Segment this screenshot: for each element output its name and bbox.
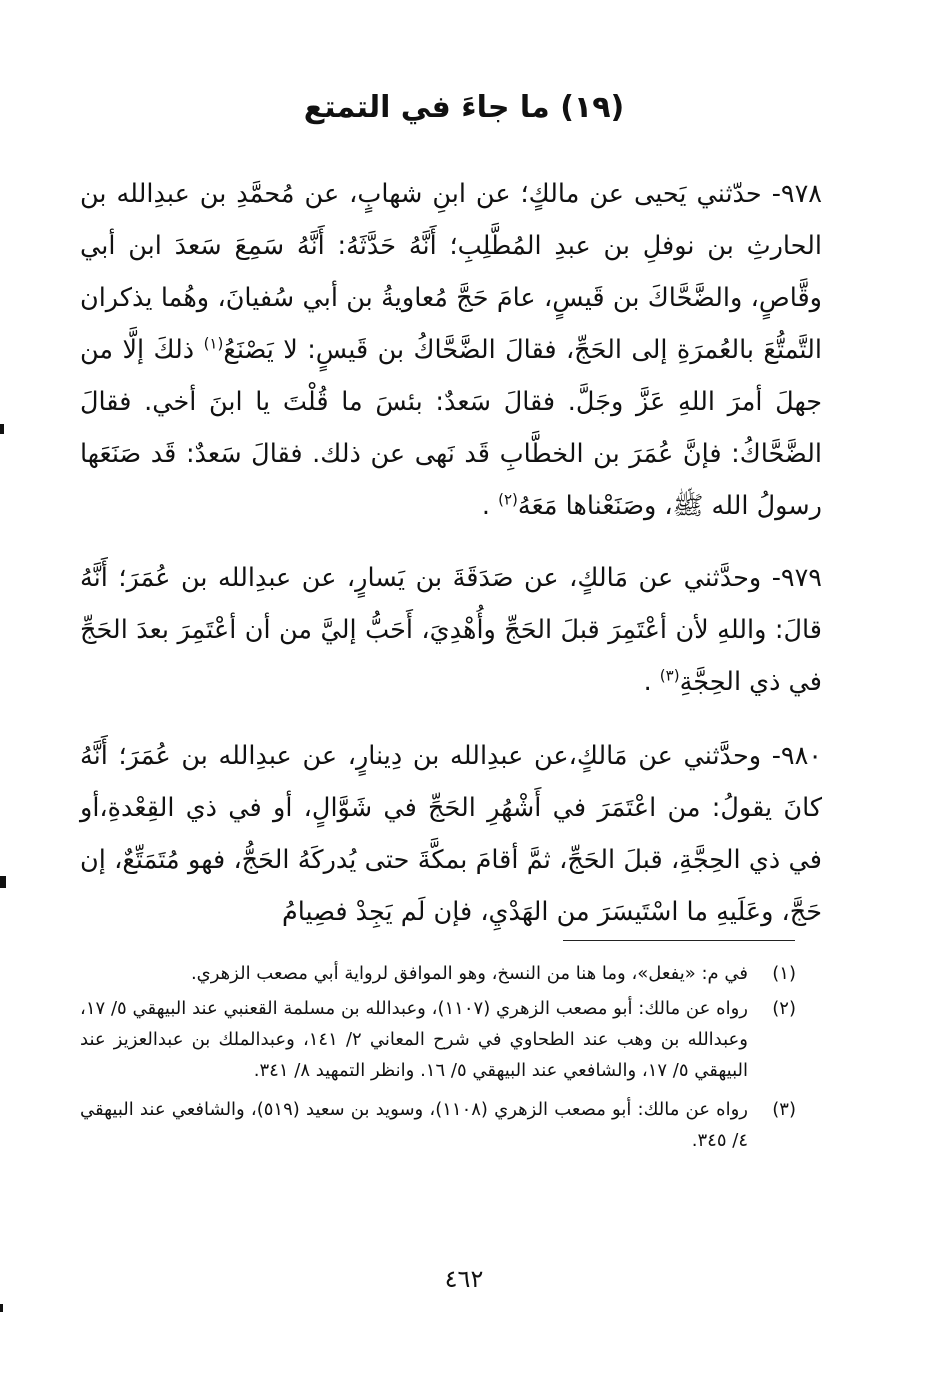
footnote-2: [80, 993, 796, 1086]
paragraph-978: [80, 168, 822, 532]
paragraph-text-end: .: [481, 491, 499, 521]
footnotes: [80, 958, 796, 1156]
paragraph-text: [80, 552, 822, 708]
footnote-1: [80, 958, 796, 989]
footnote-text: رواه عن مالك: أبو مصعب الزهري (١١٠٧)، وعبدالله بن مسلمة القعنبي عند البيهقي ٥/ ١٧، وعبدالله بن وهب عند الطحاوي في شرح المعاني ٢/ ١٤١، وعبدالملك بن عبدالعزيز عند البيهقي ٥/ ١٧، والشافعي عند البيهقي ٥/ ١٦. وانظر التمهيد ٨/ ٣٤١.: [80, 998, 748, 1081]
paragraph-979: [80, 552, 822, 708]
page-number: ٤٦٢: [444, 1265, 484, 1293]
paragraph-text-start: ٩٧٩- وحدَّثني عن مَالكٍ، عن صَدَقَةَ بن يَسارٍ، عن عبدِالله بن عُمَرَ؛ أَنَّهُ قالَ: واللهِ لأن أعْتَمِرَ قبلَ الحَجِّ وأُهْدِيَ، أَحَبُّ إليَّ من أن أعْتَمِرَ بعدَ الحَجِّ في ذي الحِجَّةِ: [80, 563, 822, 697]
chapter-title: (١٩) ما جاءَ في التمتع: [303, 90, 625, 125]
footnote-ref-2[interactable]: (٢): [498, 490, 518, 509]
scan-margin-mark: [0, 876, 6, 888]
scan-margin-mark: [0, 1304, 3, 1312]
footnote-text: في م: «يفعل»، وما هنا من النسخ، وهو الموافق لرواية أبي مصعب الزهري.: [190, 963, 748, 984]
paragraph-980: [80, 730, 822, 938]
paragraph-text-start: ٩٧٨- حدّثني يَحيى عن مالكٍ؛ عن ابنِ شهابٍ، عن مُحمَّدِ بن عبدِالله بن الحارثِ بن نوفلِ بن عبدِ المُطَّلِبِ؛ أَنَّهُ حَدَّثَهُ: أَنَّهُ سَمِعَ سَعدَ ابن أبي وقَّاصٍ، والضَّحَّاكَ بن قَيسٍ، عامَ حَجَّ مُعاويةُ بن أبي سُفيانَ، وهُما يذكران التَّمتُّعَ بالعُمرَةِ إلى الحَجِّ، فقالَ الضَّحَّاكُ بن قَيسٍ: لا يَصْنَعُ: [80, 179, 822, 365]
paragraph-text: [80, 168, 822, 532]
footnote-ref-3[interactable]: (٣): [659, 666, 680, 685]
footnote-3: [80, 1094, 796, 1156]
scan-margin-mark: [0, 424, 4, 434]
footnote-number: (١): [772, 963, 796, 984]
footnote-number: (٢): [772, 998, 796, 1019]
footnote-ref-1[interactable]: (١): [203, 334, 224, 353]
paragraph-text: ٩٨٠- وحدَّثني عن مَالكٍ،عن عبدِالله بن دِينارٍ، عن عبدِالله بن عُمَرَ؛ أَنَّهُ كانَ يقولُ: من اعْتَمَرَ في أَشْهُرِ الحَجِّ في شَوَّالٍ، أو في ذي القِعْدةِ،أو في ذي الحِجَّةِ، قبلَ الحَجِّ، ثمَّ أقامَ بمكَّةَ حتى يُدركَهُ الحَجُّ، فهو مُتَمَتِّعٌ، إن حَجَّ، وعَلَيهِ ما اسْتَيسَرَ من الهَدْيِ، فإن لَم يَجِدْ فصِيامُ: [80, 741, 822, 927]
footnote-text: رواه عن مالك: أبو مصعب الزهري (١١٠٨)، وسويد بن سعيد (٥١٩)، والشافعي عند البيهقي ٤/ ٣٤٥.: [80, 1099, 748, 1151]
paragraph-text-end: .: [643, 667, 660, 697]
paragraph-text-middle: ذلكَ إلَّا من جهلَ أمرَ اللهِ عَزَّ وجَلَّ. فقالَ سَعدٌ: بئسَ ما قُلْتَ يا ابنَ أخي. فقالَ الضَّحَّاكُ: فإنَّ عُمَرَ بن الخطَّابِ قَد نَهى عن ذلك. فقالَ سَعدٌ: قَد صَنَعَها رسولُ الله ﷺ، وصَنَعْناها مَعَهُ: [80, 335, 822, 521]
footnote-number: (٣): [772, 1099, 796, 1120]
footnote-separator: [563, 940, 795, 941]
